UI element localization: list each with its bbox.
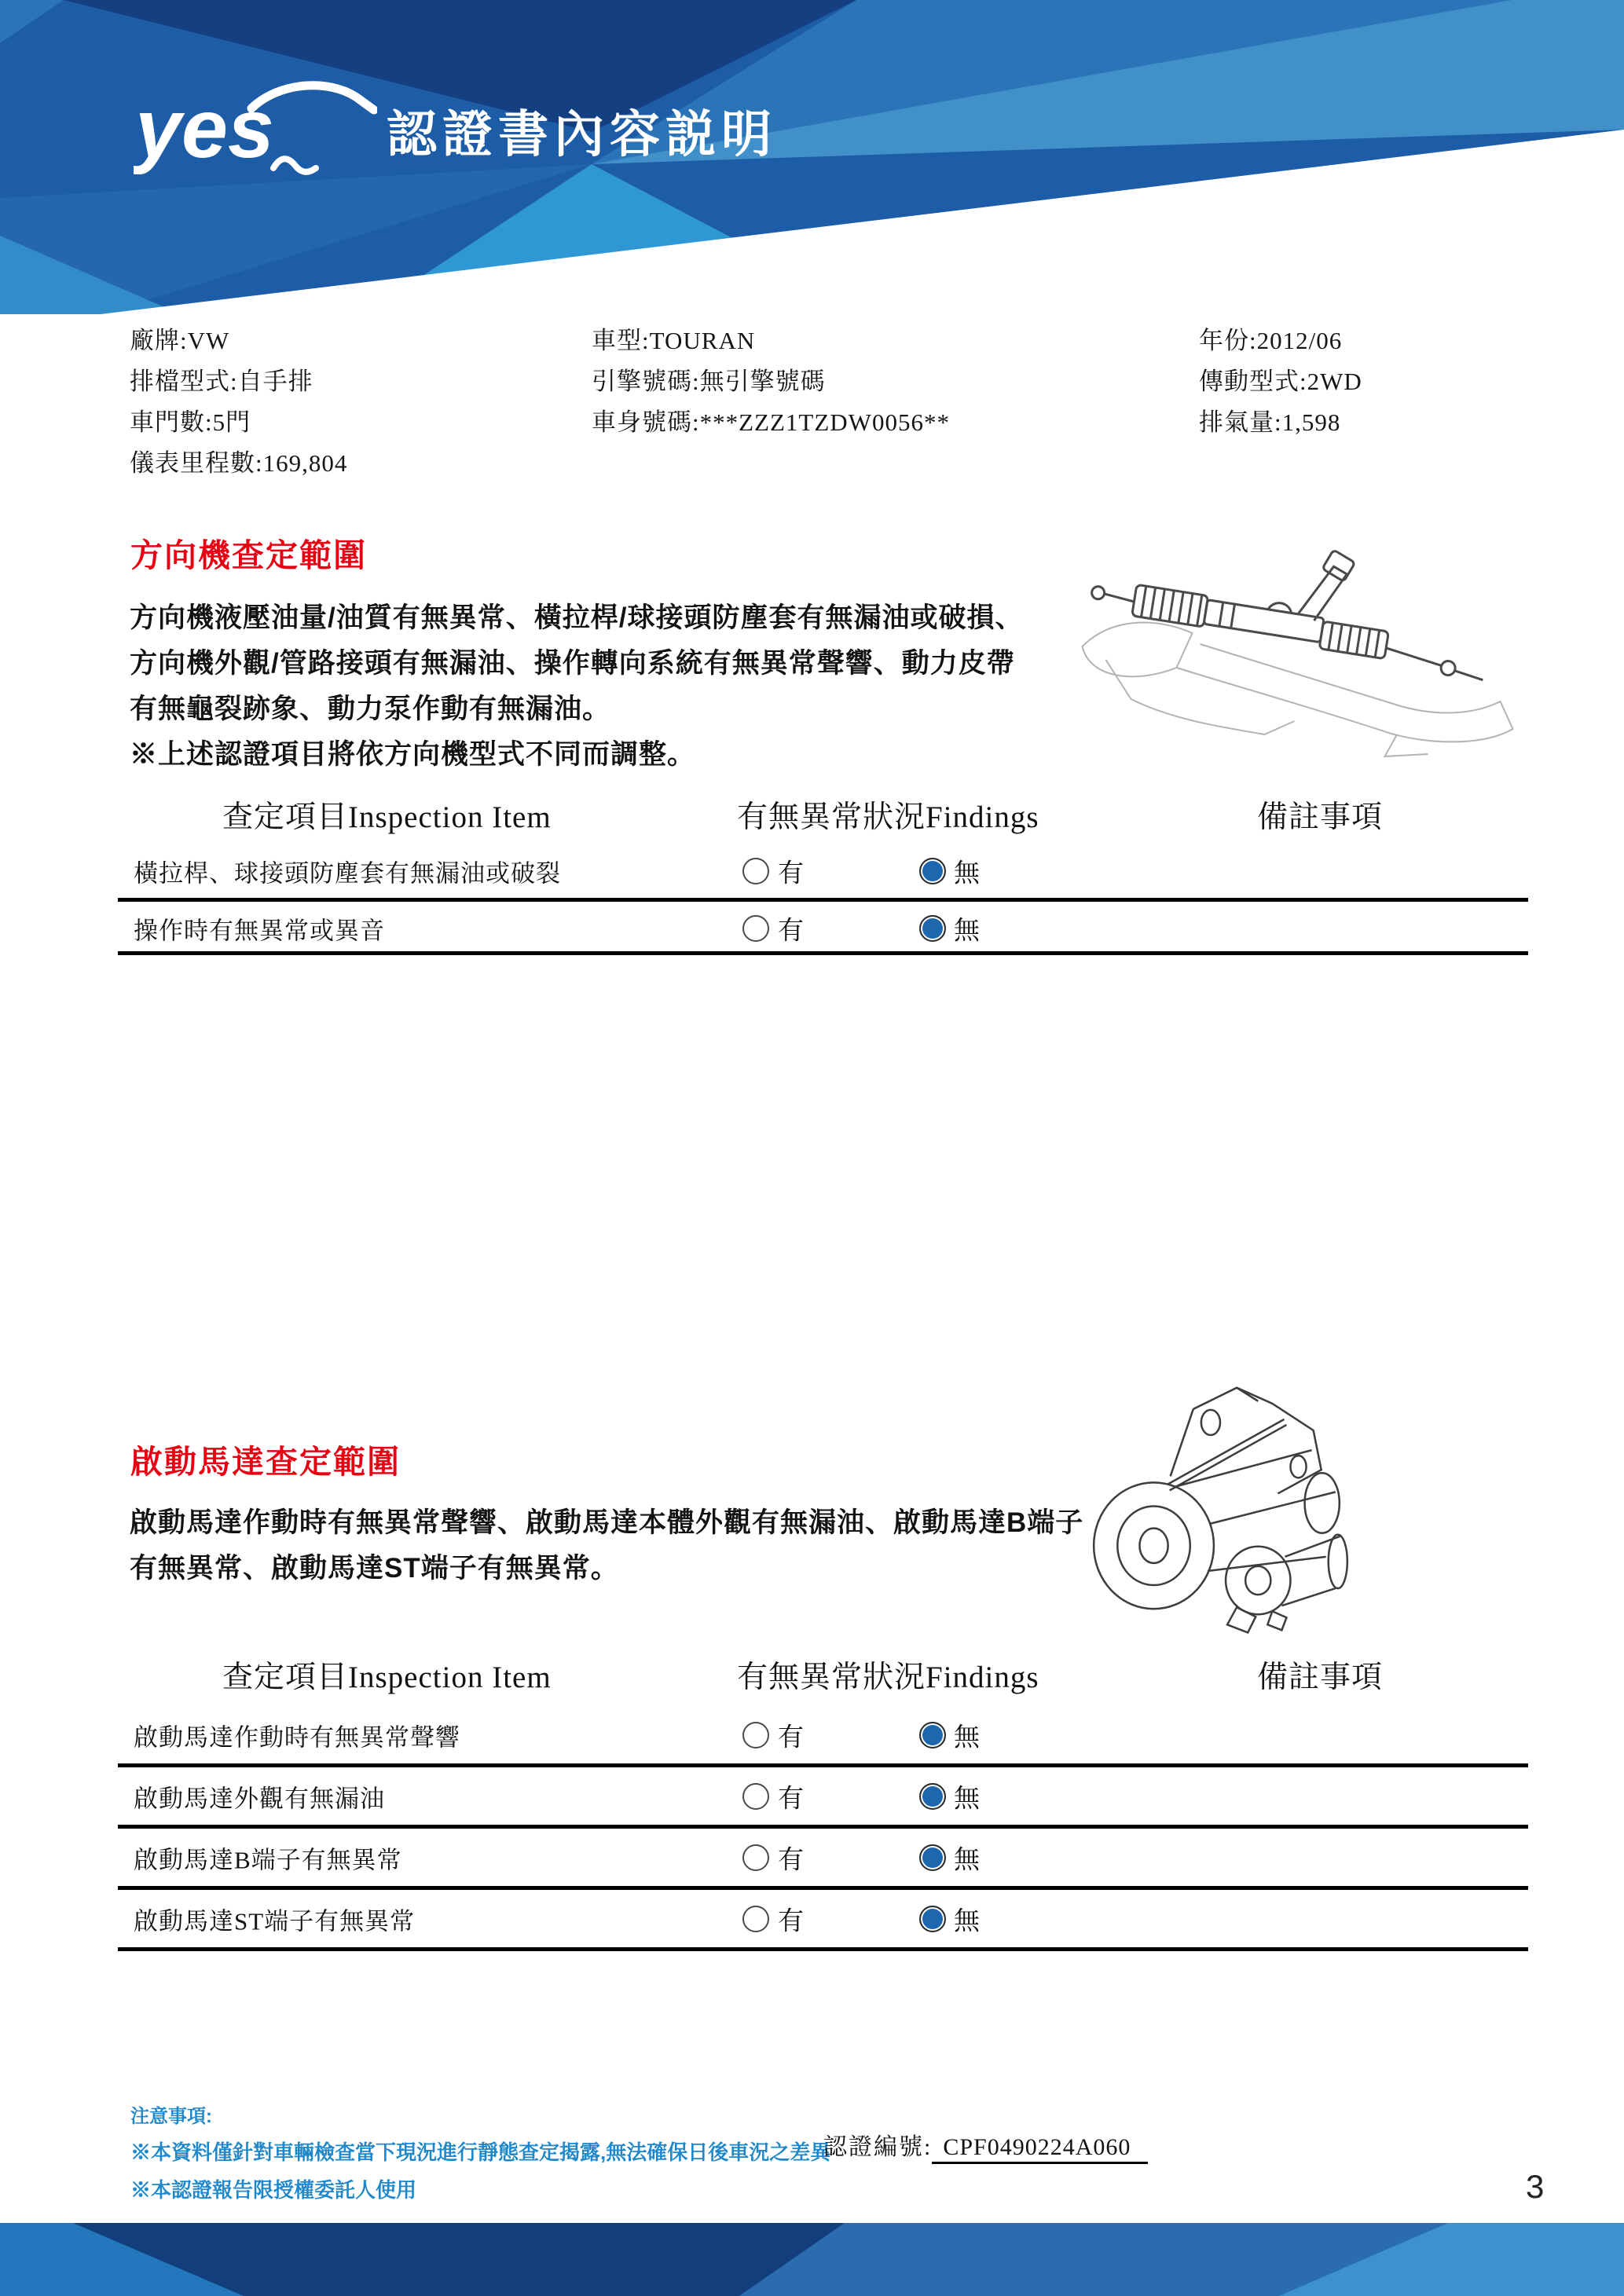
- desc-line: 方向機液壓油量/油質有無異常、橫拉桿/球接頭防塵套有無漏油或破損、: [130, 602, 1024, 633]
- logo-text: yes: [135, 82, 274, 175]
- info-displacement: 排氣量:1,598: [1199, 408, 1341, 436]
- radio-yes[interactable]: [742, 1722, 769, 1749]
- radio-yes[interactable]: [742, 915, 769, 942]
- radio-yes[interactable]: [742, 858, 769, 884]
- inspection-item-label: 啟動馬達B端子有無異常: [134, 1846, 402, 1874]
- info-year: 年份:2012/06: [1199, 327, 1343, 354]
- radio-yes-label: 有: [778, 1723, 804, 1752]
- info-vin: 車身號碼:***ZZZ1TZDW0056**: [592, 408, 950, 436]
- table-row: [118, 1895, 1528, 1943]
- row-divider: [118, 898, 1528, 902]
- note-line: ※本資料僅針對車輛檢查當下現況進行靜態查定揭露,無法確保日後車況之差異: [130, 2140, 831, 2164]
- radio-yes[interactable]: [742, 1844, 769, 1871]
- radio-no-label: 無: [954, 1785, 980, 1814]
- radio-no-label: 無: [954, 1907, 980, 1936]
- car-wheel-swoosh: [273, 159, 316, 172]
- inspection-item-label: 啟動馬達作動時有無異常聲響: [134, 1723, 460, 1752]
- radio-no[interactable]: [919, 858, 946, 884]
- vehicle-info-col1: [130, 320, 347, 484]
- table-row: [118, 1711, 1528, 1760]
- table-row: [118, 907, 1528, 950]
- radio-yes-label: 有: [778, 1907, 804, 1936]
- info-brand: 廠牌:VW: [130, 327, 230, 354]
- steering-rack-illustration: [1057, 540, 1548, 764]
- certificate-number-label: 認證編號:: [823, 2134, 933, 2160]
- desc-line: 啟動馬達作動時有無異常聲響、啟動馬達本體外觀有無漏油、啟動馬達B端子: [130, 1507, 1084, 1538]
- page-number: 3: [1526, 2168, 1545, 2205]
- section-desc-steering: [130, 595, 1023, 778]
- radio-yes-label: 有: [778, 1785, 804, 1814]
- row-divider: [118, 1886, 1528, 1890]
- section-title-starter: 啟動馬達查定範圍: [130, 1444, 401, 1480]
- radio-yes-label: 有: [778, 1846, 804, 1875]
- page-title: 認證書內容説明: [387, 106, 777, 163]
- radio-no-label: 無: [954, 1846, 980, 1875]
- notes-title: 注意事項:: [130, 2106, 212, 2127]
- info-engine-no: 引擎號碼:無引擎號碼: [592, 368, 826, 395]
- certificate-number-value: CPF0490224A060: [932, 2134, 1148, 2164]
- col-header-item: 查定項目Inspection Item: [222, 800, 552, 834]
- radio-no[interactable]: [919, 1722, 946, 1749]
- starter-motor-illustration: [1075, 1373, 1367, 1639]
- radio-no-label: 無: [954, 859, 980, 888]
- inspection-item-label: 橫拉桿、球接頭防塵套有無漏油或破裂: [134, 859, 561, 888]
- vehicle-info-col2: [592, 320, 950, 443]
- desc-line: 有無異常、啟動馬達ST端子有無異常。: [130, 1553, 619, 1584]
- info-model: 車型:TOURAN: [592, 327, 756, 354]
- table-row: [118, 846, 1528, 896]
- inspection-table-starter: [118, 1642, 1528, 1956]
- col-header-item: 查定項目Inspection Item: [222, 1661, 552, 1694]
- info-mileage: 儀表里程數:169,804: [130, 449, 348, 477]
- col-header-remarks: 備註事項: [1257, 1661, 1384, 1694]
- radio-yes[interactable]: [742, 1783, 769, 1810]
- inspection-item-label: 操作時有無異常或異音: [134, 917, 385, 945]
- radio-yes-label: 有: [778, 917, 804, 946]
- info-gearbox: 排檔型式:自手排: [130, 368, 313, 395]
- section-title-steering: 方向機查定範圍: [130, 537, 367, 573]
- radio-no-label: 無: [954, 1723, 980, 1752]
- section-desc-starter: [130, 1500, 1083, 1591]
- row-divider: [118, 1825, 1528, 1829]
- table-row: [118, 1772, 1528, 1821]
- table-row: [118, 1833, 1528, 1882]
- info-drivetrain: 傳動型式:2WD: [1199, 368, 1362, 395]
- desc-line: 有無龜裂跡象、動力泵作動有無漏油。: [130, 694, 611, 724]
- radio-no-label: 無: [954, 917, 980, 946]
- note-line: ※本認證報告限授權委託人使用: [130, 2178, 417, 2202]
- radio-no[interactable]: [919, 1906, 946, 1932]
- info-doors: 車門數:5門: [130, 408, 251, 436]
- section-note: ※上述認證項目將依方向機型式不同而調整。: [130, 739, 696, 770]
- col-header-findings: 有無異常狀況Findings: [737, 1661, 1039, 1694]
- row-divider: [118, 951, 1528, 955]
- vehicle-info-col3: [1199, 320, 1362, 443]
- yes-logo: [134, 75, 377, 193]
- radio-no[interactable]: [919, 1783, 946, 1810]
- inspection-item-label: 啟動馬達外觀有無漏油: [134, 1785, 385, 1813]
- radio-yes-label: 有: [778, 859, 804, 888]
- certificate-number-line: [823, 2127, 1148, 2162]
- radio-no[interactable]: [919, 915, 946, 942]
- footer-band: [0, 2223, 1624, 2296]
- row-divider: [118, 1763, 1528, 1767]
- radio-yes[interactable]: [742, 1906, 769, 1932]
- desc-line: 方向機外觀/管路接頭有無漏油、操作轉向系統有無異常聲響、動力皮帶: [130, 648, 1015, 679]
- inspection-item-label: 啟動馬達ST端子有無異常: [134, 1907, 416, 1935]
- row-divider: [118, 1947, 1528, 1951]
- col-header-remarks: 備註事項: [1257, 800, 1384, 834]
- inspection-table-steering: [118, 782, 1528, 974]
- col-header-findings: 有無異常狀況Findings: [737, 800, 1039, 834]
- radio-no[interactable]: [919, 1844, 946, 1871]
